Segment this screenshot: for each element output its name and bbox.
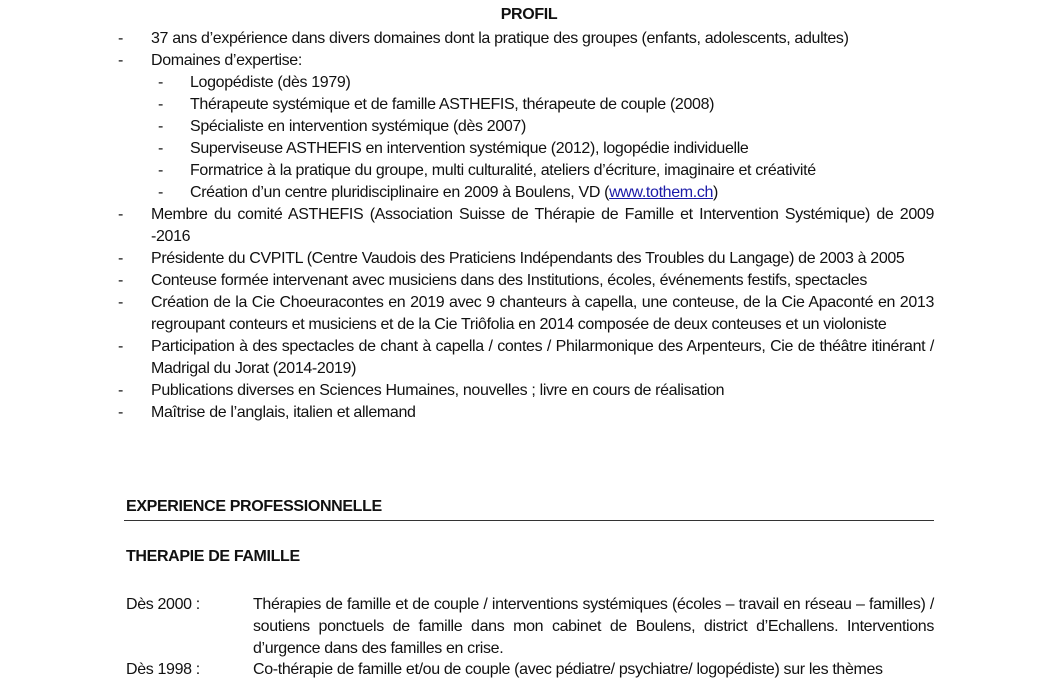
experience-date: Dès 1998 : (126, 661, 200, 678)
bullet-dash: - (118, 338, 123, 355)
profile-item-text: Membre du comité ASTHEFIS (Association Suisse de Thérapie de Famille et Intervention Systémique) de 2009 -2016 (151, 206, 934, 245)
expertise-item-text: Création d’un centre pluridisciplinaire en 2009 à Boulens, VD ( (190, 184, 610, 201)
profile-item (118, 28, 934, 50)
expertise-item-text: Formatrice à la pratique du groupe, multi culturalité, ateliers d’écriture, imaginaire et créativité (190, 162, 816, 179)
section-divider (124, 520, 934, 521)
subsection-heading-family-therapy: THERAPIE DE FAMILLE (126, 548, 300, 565)
expertise-item (158, 72, 934, 94)
experience-text: Thérapies de famille et de couple / interventions systémiques (écoles – travail en réseau – familles) / soutiens ponctuels de famille dans mon cabinet de Boulens, district d’Echallens. Interventions d’urgence dans des familles en crise. (253, 596, 934, 657)
expertise-item-text: Spécialiste en intervention systémique (dès 2007) (190, 118, 526, 135)
section-heading-experience: EXPERIENCE PROFESSIONNELLE (126, 498, 382, 515)
expertise-item-text: Superviseuse ASTHEFIS en intervention systémique (2012), logopédie individuelle (190, 140, 749, 157)
profile-item (118, 380, 934, 402)
page-title: PROFIL (500, 6, 558, 23)
profile-section (118, 28, 934, 424)
profile-item-text: Publications diverses en Sciences Humaines, nouvelles ; livre en cours de réalisation (151, 382, 725, 399)
bullet-dash: - (158, 96, 163, 113)
expertise-item (158, 94, 934, 116)
bullet-dash: - (158, 118, 163, 135)
profile-item-text: Conteuse formée intervenant avec musiciens dans des Institutions, écoles, événements festifs, spectacles (151, 272, 867, 289)
profile-item (118, 204, 934, 248)
profile-item (118, 402, 934, 424)
profile-item-text: Domaines d’expertise: (151, 52, 302, 69)
profile-item-text: Création de la Cie Choeuracontes en 2019 avec 9 chanteurs à capella, une conteuse, de la Cie Apaconté en 2013 regroupant conteurs et musiciens et de la Cie Triôfolia en 2014 composée de deux conteuses et un violoniste (151, 294, 934, 333)
profile-item (118, 270, 934, 292)
profile-item (118, 50, 934, 72)
website-link[interactable]: www.tothem.ch (609, 184, 714, 201)
profile-item-text: Participation à des spectacles de chant à capella / contes / Philarmonique des Arpenteurs, Cie de théâtre itinérant / Madrigal du Jorat (2014-2019) (151, 338, 934, 377)
expertise-item-text: Thérapeute systémique et de famille ASTHEFIS, thérapeute de couple (2008) (190, 96, 715, 113)
bullet-dash: - (118, 272, 123, 289)
profile-item-text: 37 ans d’expérience dans divers domaines dont la pratique des groupes (enfants, adolescents, adultes) (151, 30, 849, 47)
bullet-dash: - (158, 74, 163, 91)
bullet-dash: - (118, 250, 123, 267)
bullet-dash: - (158, 140, 163, 157)
expertise-item (158, 116, 934, 138)
expertise-item-suffix: ) (713, 184, 719, 201)
bullet-dash: - (118, 294, 123, 311)
profile-item-text: Maîtrise de l’anglais, italien et allemand (151, 404, 416, 421)
experience-text: Co-thérapie de famille et/ou de couple (avec pédiatre/ psychiatre/ logopédiste) sur les thèmes (253, 661, 883, 678)
expertise-item (158, 182, 934, 204)
profile-item-text: Présidente du CVPITL (Centre Vaudois des Praticiens Indépendants des Troubles du Langage) de 2003 à 2005 (151, 250, 905, 267)
bullet-dash: - (118, 52, 123, 69)
profile-item (118, 336, 934, 380)
bullet-dash: - (118, 404, 123, 421)
bullet-dash: - (158, 162, 163, 179)
bullet-dash: - (118, 382, 123, 399)
expertise-item (158, 138, 934, 160)
bullet-dash: - (118, 206, 123, 223)
experience-date: Dès 2000 : (126, 596, 200, 613)
profile-item (118, 292, 934, 336)
bullet-dash: - (158, 184, 163, 201)
bullet-dash: - (118, 30, 123, 47)
expertise-item-text: Logopédiste (dès 1979) (190, 74, 351, 91)
expertise-item (158, 160, 934, 182)
profile-item (118, 248, 934, 270)
